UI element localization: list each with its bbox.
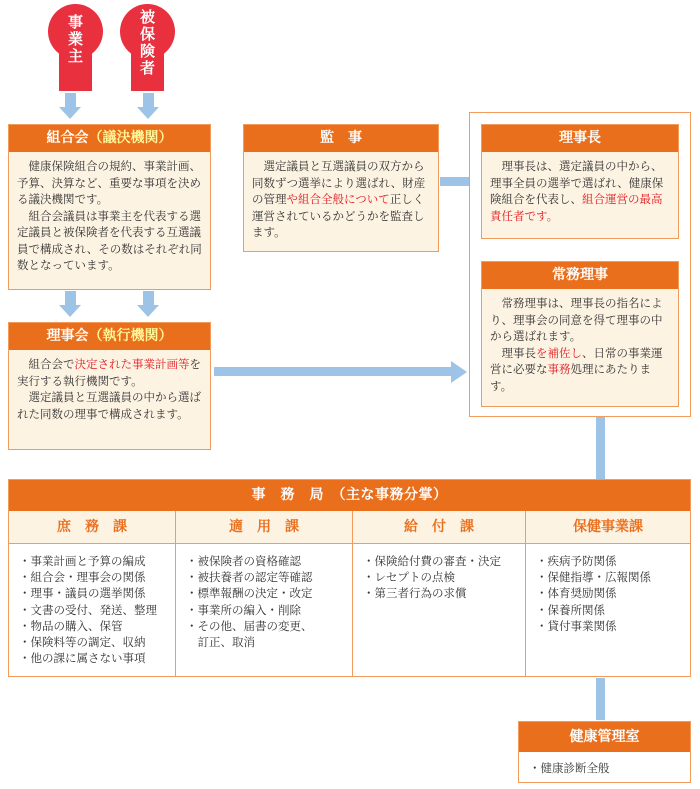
board-title: 理事会（執行機関）	[9, 323, 210, 350]
health-office-title: 健康管理室	[519, 722, 690, 752]
connector-line	[596, 678, 605, 720]
bureau-title: 事 務 局 （主な事務分掌）	[9, 480, 690, 511]
chairman-title: 理事長	[482, 125, 678, 152]
health-office-box	[518, 721, 691, 783]
auditor-text: 選定議員と互選議員の双方から同数ずつ選挙により選ばれ、財産の管理や組合全般について正しく運営されているかどうかを監査します。	[252, 159, 426, 239]
list-item: ・貸付事業関係	[536, 618, 617, 633]
union-assembly-text-1: 健康保険組合の規約、事業計画、予算、決算など、重要な事項を決める議決機関です。	[17, 159, 201, 206]
section-title: 給 付 課	[353, 511, 525, 544]
marker-char: 険	[139, 42, 155, 60]
board-text-2: 選定議員と互選議員の中から選ばれた同数の理事で構成されます。	[17, 390, 201, 421]
section-benefits	[353, 511, 526, 676]
executive-director-text-2: 理事長を補佐し、日常の事業運営に必要な事務処理にあたります。	[490, 345, 663, 393]
executive-director-text-1: 常務理事は、理事長の指名により、理事会の同意を得て理事の中から選ばれます。	[490, 296, 663, 343]
section-title: 庶 務 課	[9, 511, 175, 544]
list-item: ・健康診断全般	[529, 761, 610, 775]
list-item: ・その他、届書の変更、	[186, 618, 313, 633]
list-item: ・保養所関係	[536, 602, 605, 617]
list-item: ・保険給付費の審査・決定	[363, 554, 501, 568]
auditor-box	[243, 124, 439, 252]
marker-char: 主	[67, 47, 83, 65]
bureau-box	[8, 479, 691, 677]
chairman-text: 理事長は、選定議員の中から、理事全員の選挙で選ばれ、健康保険組合を代表し、組合運営の最高責任者です。	[490, 159, 664, 223]
list-item: ・レセプトの点検	[363, 570, 455, 585]
list-item: ・第三者行為の求償	[363, 586, 467, 601]
list-item: ・保健指導・広報関係	[536, 570, 651, 585]
marker-char: 保	[139, 25, 155, 43]
list-item: ・保険料等の調定、収納	[19, 635, 146, 650]
insured-marker	[120, 4, 175, 91]
list-item: ・事業計画と予算の編成	[19, 554, 146, 568]
list-item: ・理事・議員の選挙関係	[19, 586, 146, 601]
connector-line	[440, 177, 469, 186]
section-general-affairs	[9, 511, 176, 676]
marker-char: 者	[139, 59, 155, 77]
union-assembly-box	[8, 124, 211, 290]
marker-char: 業	[67, 30, 83, 48]
marker-char: 事	[67, 13, 83, 31]
connector-line	[596, 417, 605, 479]
list-item: ・他の課に属さない事項	[19, 651, 146, 666]
marker-char: 被	[139, 8, 155, 26]
board-box	[8, 322, 211, 450]
union-assembly-title: 組合会（議決機関）	[9, 125, 210, 152]
list-item: ・文書の受付、発送、整理	[19, 602, 157, 617]
section-application	[176, 511, 353, 676]
auditor-title: 監 事	[244, 125, 438, 152]
list-item: ・標準報酬の決定・改定	[186, 586, 313, 601]
section-title: 保健事業課	[526, 511, 690, 544]
section-health-promotion	[526, 511, 690, 676]
list-item: 訂正、取消	[186, 635, 255, 650]
right-arrow-shaft	[214, 367, 451, 376]
list-item: ・体育奨励関係	[536, 586, 617, 601]
list-item: ・被扶養者の認定等確認	[186, 570, 313, 585]
board-text-1: 組合会で決定された事業計画等を実行する執行機関です。	[17, 357, 201, 388]
employer-marker	[48, 4, 103, 91]
chairman-box	[481, 124, 679, 239]
section-title: 適 用 課	[176, 511, 352, 544]
list-item: ・事業所の編入・削除	[186, 602, 301, 617]
union-assembly-text-2: 組合会議員は事業主を代表する選定議員と被保険者を代表する互選議員で構成され、その数はそれぞれ同数となっています。	[17, 208, 202, 272]
executive-director-title: 常務理事	[482, 262, 678, 289]
list-item: ・疾病予防関係	[536, 554, 617, 568]
list-item: ・被保険者の資格確認	[186, 554, 301, 568]
right-arrow-icon	[451, 361, 467, 383]
list-item: ・組合会・理事会の関係	[19, 570, 146, 585]
executive-director-box	[481, 261, 679, 407]
list-item: ・物品の購入、保管	[19, 618, 123, 633]
